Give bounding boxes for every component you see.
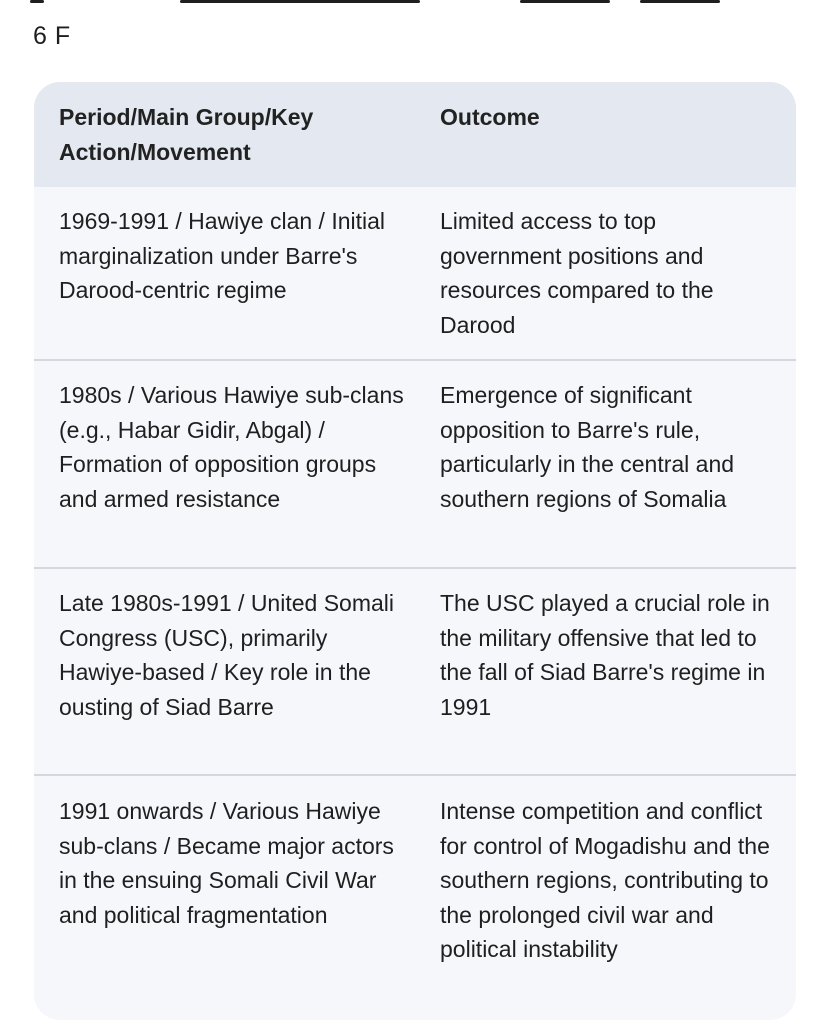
- row-3-outcome: The USC played a crucial role in the military offensive that led to the fall of Siad Barre's regime in 1991: [440, 590, 770, 720]
- row-4-period: 1991 onwards / Various Hawiye sub-clans / Became major actors in the ensuing Somali Civil War and political fragmentation: [59, 798, 394, 928]
- row-divider: [34, 359, 796, 361]
- row-divider: [34, 774, 796, 776]
- row-2-outcome: Emergence of significant opposition to Barre's rule, particularly in the central and southern regions of Somalia: [440, 382, 735, 512]
- section-heading: 6 F: [33, 22, 71, 50]
- row-1-period: 1969-1991 / Hawiye clan / Initial marginalization under Barre's Darood-centric regime: [59, 208, 386, 303]
- row-1-outcome: Limited access to top government positions and resources compared to the Darood: [440, 208, 714, 338]
- row-3-period: Late 1980s-1991 / United Somali Congress (USC), primarily Hawiye-based / Key role in the ousting of Siad Barre: [59, 590, 394, 720]
- data-table: [34, 82, 796, 1020]
- header-outcome: Outcome: [440, 104, 540, 130]
- table-header-row: [34, 82, 796, 187]
- cut-off-text-line: [0, 0, 829, 8]
- row-2-period: 1980s / Various Hawiye sub-clans (e.g., Habar Gidir, Abgal) / Formation of opposition groups and armed resistance: [59, 382, 404, 512]
- row-4-outcome: Intense competition and conflict for control of Mogadishu and the southern regions, contributing to the prolonged civil war and political instability: [440, 798, 770, 962]
- row-divider: [34, 567, 796, 569]
- header-period: Period/Main Group/Key Action/Movement: [59, 104, 314, 165]
